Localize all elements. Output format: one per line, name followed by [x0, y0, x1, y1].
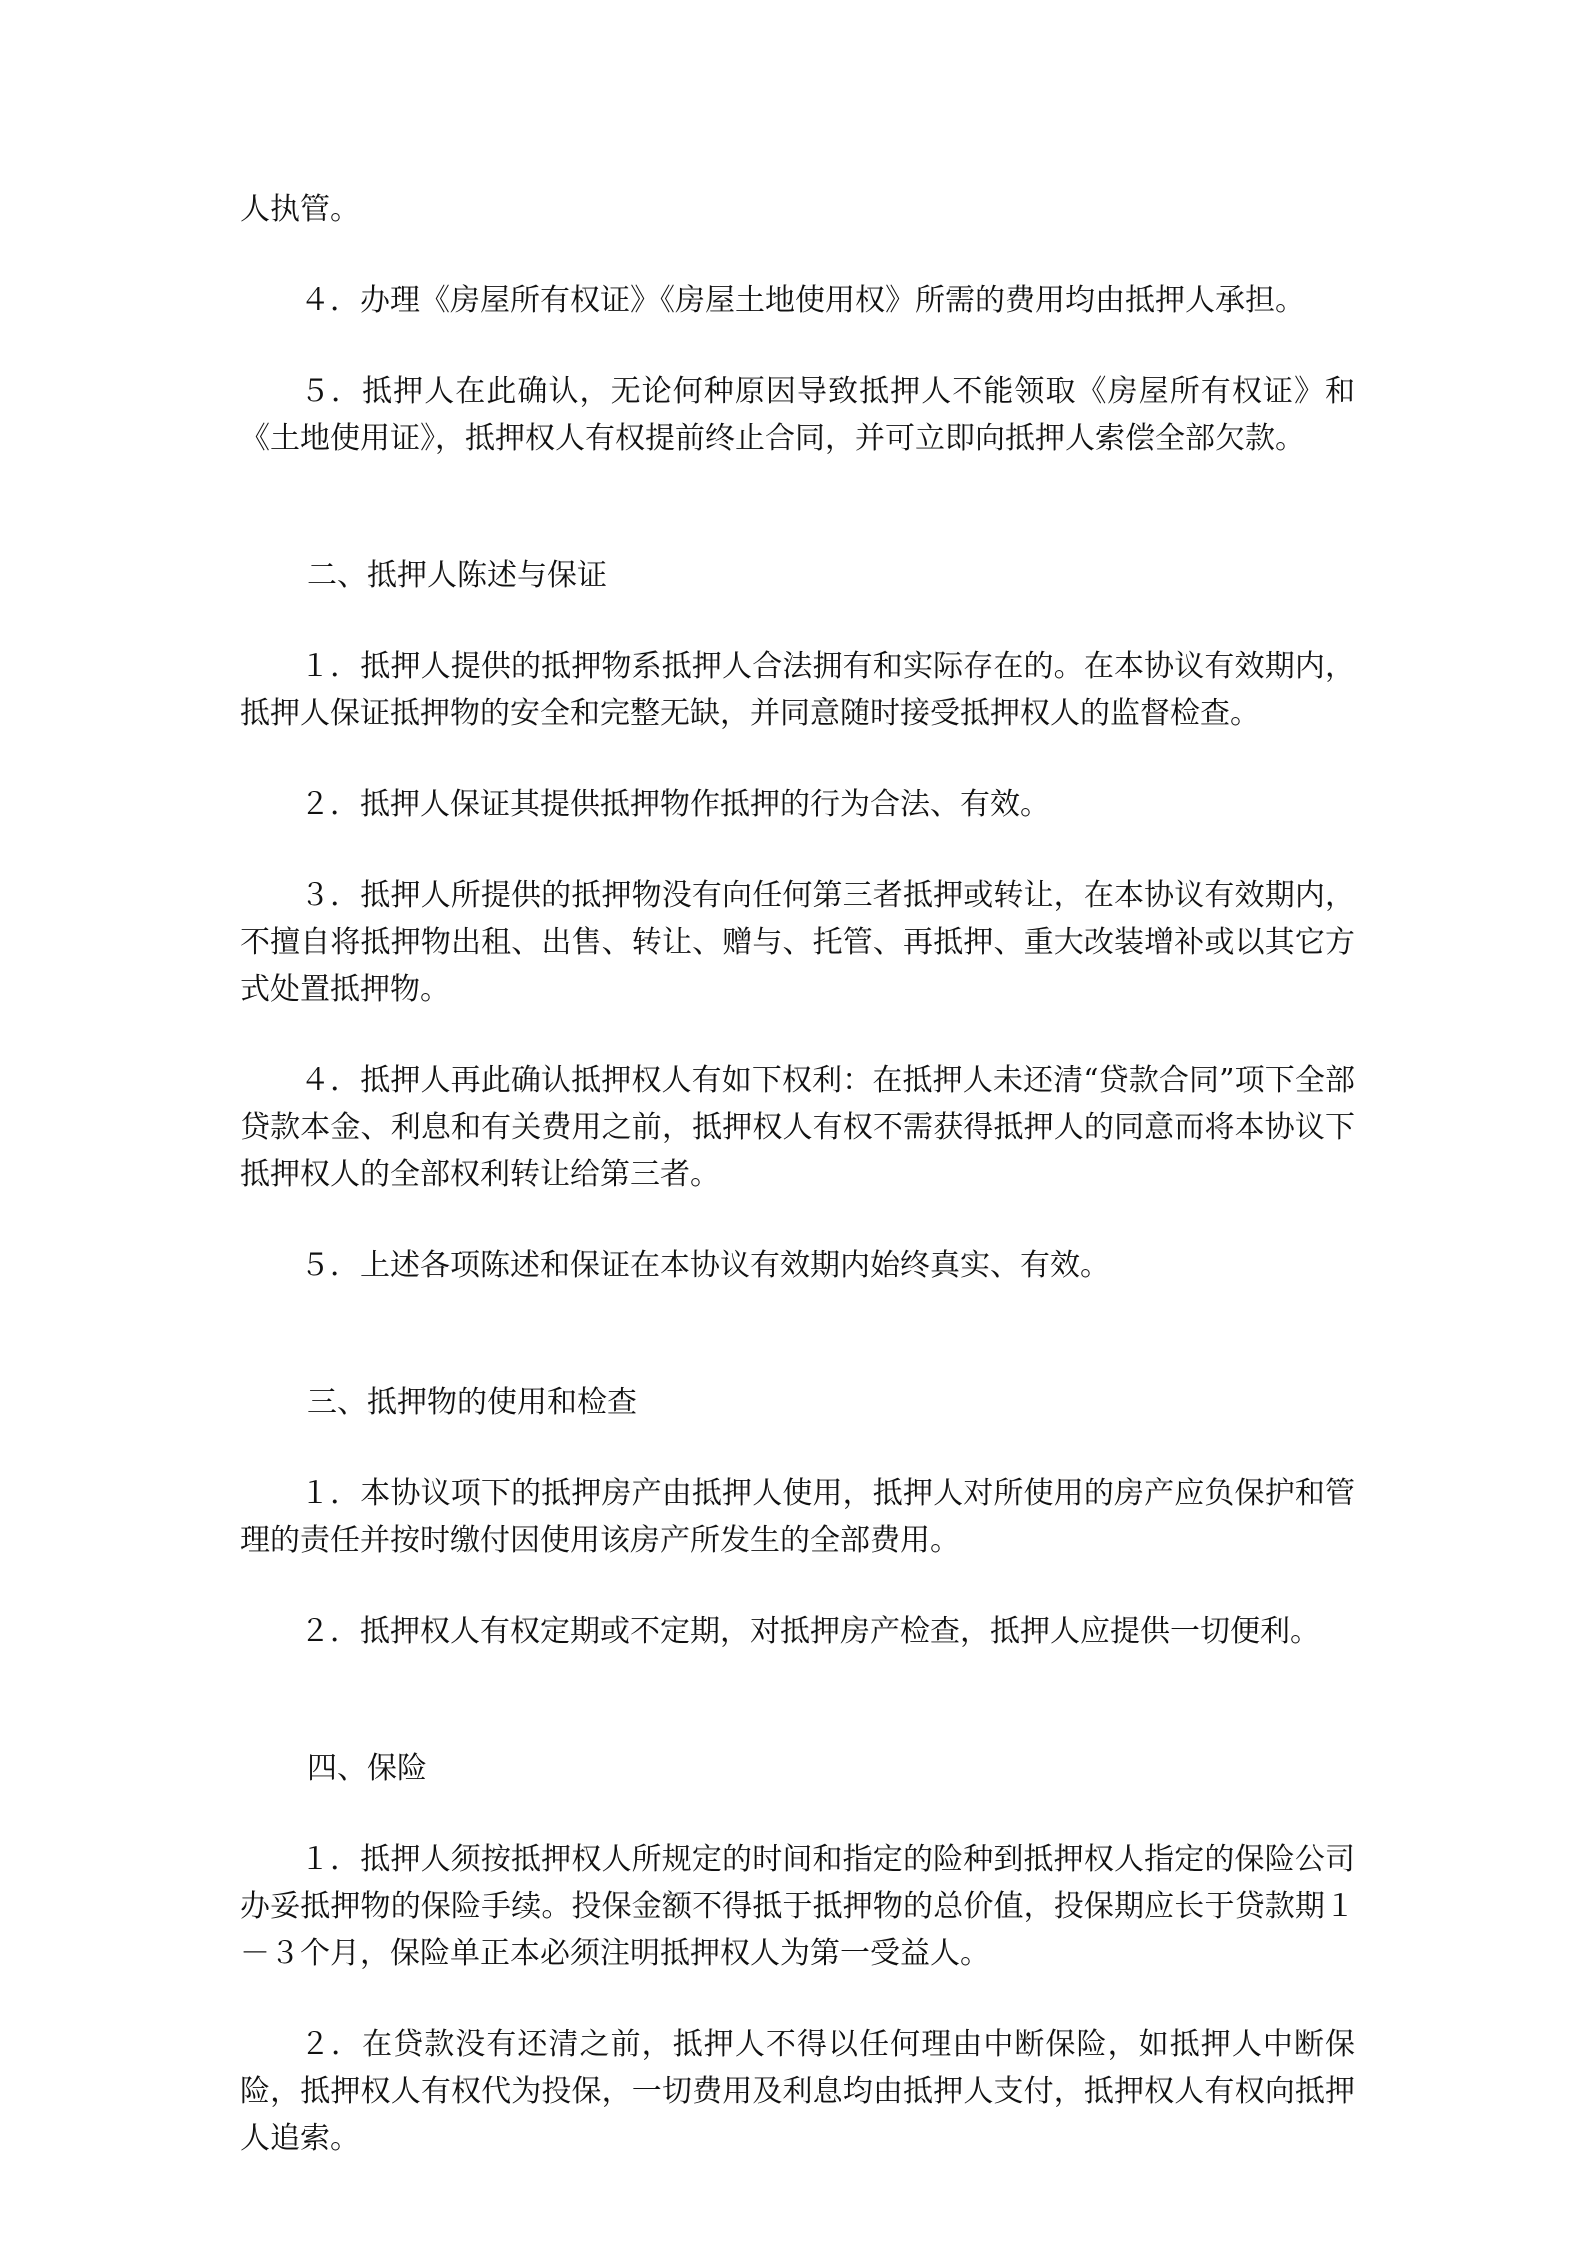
- document-page: [240, 186, 1355, 2162]
- clause-4: ４．办理《房屋所有权证》《房屋土地使用权》所需的费用均由抵押人承担。: [300, 283, 1305, 318]
- clause-5: ５．抵押人在此确认，无论何种原因导致抵押人不能领取《房屋所有权证》和《土地使用证》，抵押权人有权提前终止合同，并可立即向抵押人索偿全部欠款。: [240, 374, 1355, 456]
- section-4-clause-1: １．抵押人须按抵押权人所规定的时间和指定的险种到抵押权人指定的保险公司办妥抵押物的保险手续。投保金额不得抵于抵押物的总价值，投保期应长于贷款期１－３个月，保险单正本必须注明抵押权人为第一受益人。: [240, 1842, 1355, 1971]
- continuation-text: 人执管。: [240, 192, 360, 227]
- section-2-clause-3: ３．抵押人所提供的抵押物没有向任何第三者抵押或转让，在本协议有效期内，不擅自将抵押物出租、出售、转让、赠与、托管、再抵押、重大改装增补或以其它方式处置抵押物。: [240, 878, 1355, 1007]
- section-3-clause-1: １．本协议项下的抵押房产由抵押人使用，抵押人对所使用的房产应负保护和管理的责任并按时缴付因使用该房产所发生的全部费用。: [240, 1476, 1355, 1558]
- section-2-clause-5: ５．上述各项陈述和保证在本协议有效期内始终真实、有效。: [300, 1248, 1110, 1283]
- section-3-heading: 三、抵押物的使用和检查: [307, 1385, 637, 1420]
- section-2-heading: 二、抵押人陈述与保证: [307, 558, 607, 593]
- section-3-clause-2: ２．抵押权人有权定期或不定期，对抵押房产检查，抵押人应提供一切便利。: [300, 1614, 1320, 1649]
- section-4-clause-2: ２．在贷款没有还清之前，抵押人不得以任何理由中断保险，如抵押人中断保险，抵押权人有权代为投保，一切费用及利息均由抵押人支付，抵押权人有权向抵押人追索。: [240, 2027, 1355, 2156]
- section-2-clause-4: ４．抵押人再此确认抵押权人有如下权利：在抵押人未还清“贷款合同”项下全部贷款本金、利息和有关费用之前，抵押权人有权不需获得抵押人的同意而将本协议下抵押权人的全部权利转让给第三者。: [240, 1063, 1355, 1192]
- section-2-clause-2: ２．抵押人保证其提供抵押物作抵押的行为合法、有效。: [300, 787, 1050, 822]
- section-2-clause-1: １．抵押人提供的抵押物系抵押人合法拥有和实际存在的。在本协议有效期内，抵押人保证抵押物的安全和完整无缺，并同意随时接受抵押权人的监督检查。: [240, 649, 1355, 731]
- section-4-heading: 四、保险: [307, 1751, 427, 1786]
